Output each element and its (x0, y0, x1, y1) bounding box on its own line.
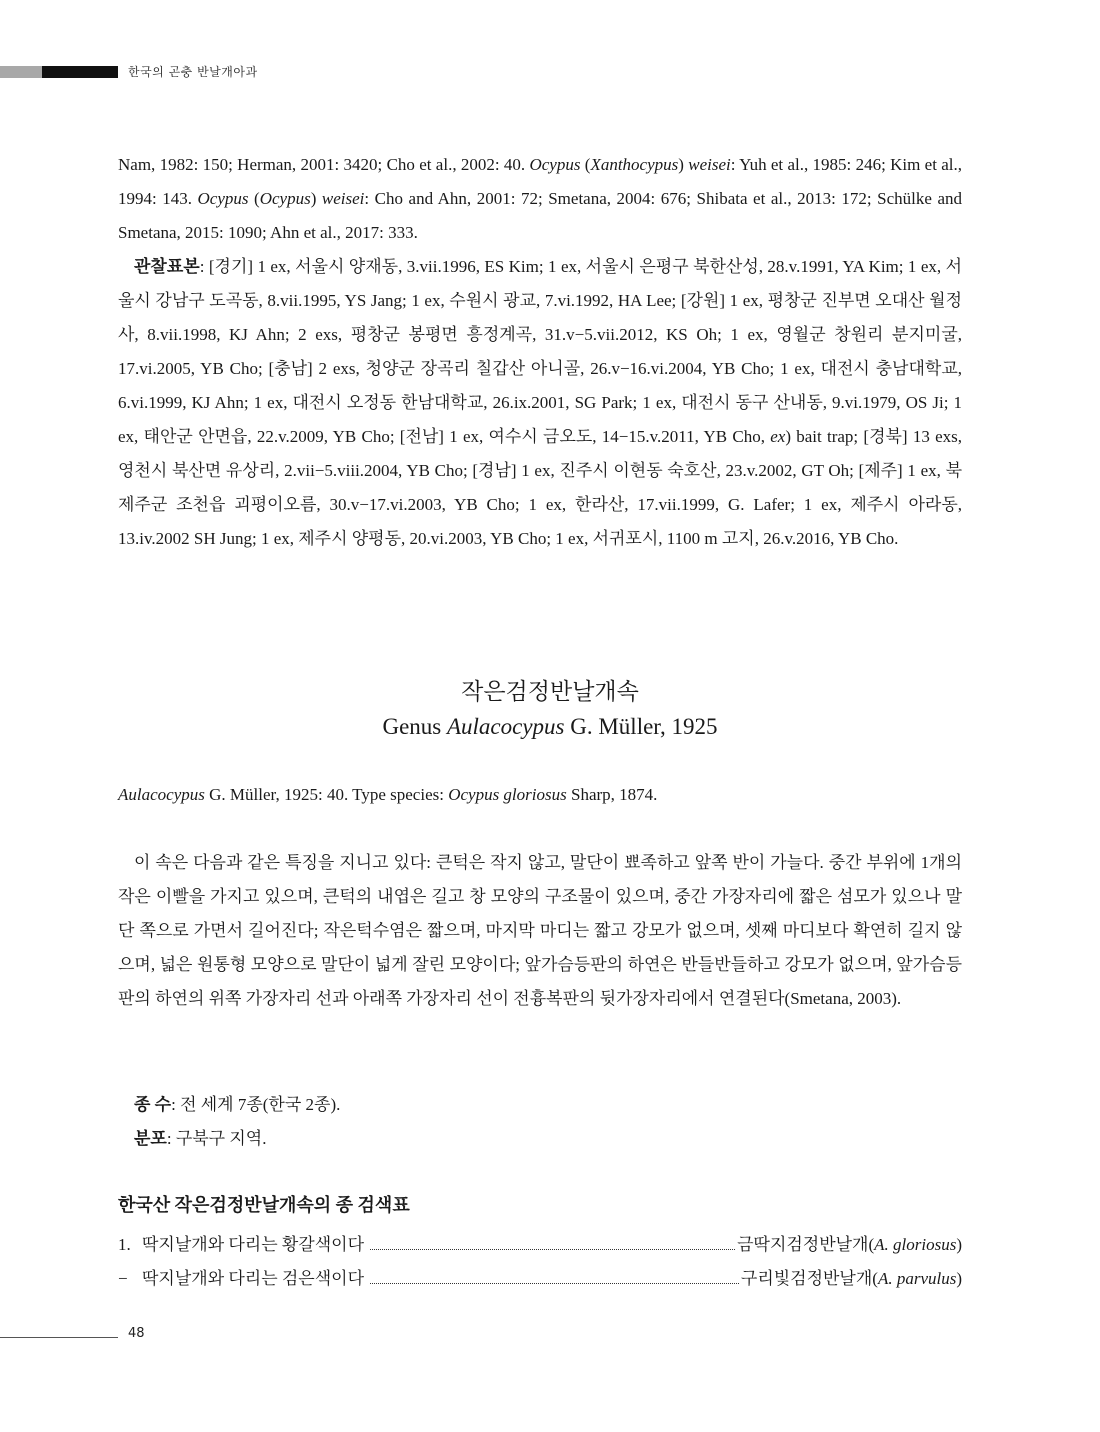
genus-title-english (0, 710, 1100, 744)
syn-text: ( (580, 155, 591, 174)
syn-species: weisei (321, 189, 365, 208)
type-species-line (118, 778, 962, 812)
distribution (118, 1122, 962, 1156)
header-title: 한국의 곤충 반날개아과 (128, 65, 258, 79)
key-result-close: ) (956, 1269, 962, 1288)
syn-genus: Ocypus (197, 189, 249, 208)
key-text: 딱지날개와 다리는 검은색이다 (142, 1269, 364, 1288)
specimens-paragraph (118, 250, 962, 556)
description-block (118, 846, 962, 1016)
syn-subgenus: Ocypus (259, 189, 311, 208)
specimens-ex: ex (770, 427, 786, 446)
syn-genus: Ocypus (529, 155, 581, 174)
syn-text: Nam, 1982: 150; Herman, 2001: 3420; Cho et al., 2002: 40. (118, 155, 530, 174)
key-title: 한국산 작은검정반날개속의 종 검색표 (118, 1195, 410, 1215)
genus-title-korean: 작은검정반날개속 (461, 679, 639, 704)
type-author: Sharp, 1874. (566, 785, 658, 804)
syn-text: : Cho and Ahn, 2001: 72; Smetana, 2004: 676; Shibata et al., 2013: 172; Schülke and Smetana, 2015: 1090; Ahn et al., 2017: 333. (118, 189, 962, 242)
species-count (118, 1088, 962, 1122)
syn-text: ) (310, 189, 322, 208)
syn-subgenus: Xanthocypus (590, 155, 679, 174)
footer-rule (0, 1337, 118, 1338)
header-bar-black (42, 66, 118, 78)
key-number: 1. (118, 1235, 131, 1254)
type-species: Ocypus gloriosus (448, 785, 567, 804)
key-row (118, 1262, 962, 1296)
specimens-text: ) bait trap; [경북] 13 exs, 영천시 북산면 유상리, 2.vii−5.viii.2004, YB Cho; [경남] 1 ex, 진주시 이현동 숙호산, 23.v.2002, GT Oh; [제주] 1 ex, 북제주군 조천읍 괴평이오름, 30.v−17.vi.2003, YB Cho; 1 ex, 한라산, 17.vii.1999, G. Lafer; 1 ex, 제주시 아라동, 13.iv.2002 SH Jung; 1 ex, 제주시 양평동, 20.vi.2003, YB Cho; 1 ex, 서귀포시, 1100 m 고지, 26.v.2016, YB Cho. (118, 427, 962, 548)
synonymy-paragraph (118, 148, 962, 250)
type-species-paragraph (118, 778, 962, 812)
syn-text: ) (678, 155, 689, 174)
species-count-label: 종 수 (134, 1095, 172, 1114)
summary-block (118, 1088, 962, 1156)
syn-text: : Yuh et al., 1985: 246; Kim et al., 1994: 143. (118, 155, 962, 208)
key-text: 딱지날개와 다리는 황갈색이다 (142, 1235, 364, 1254)
page-number: 48 (128, 1326, 145, 1341)
syn-species: weisei (688, 155, 731, 174)
genus-prefix: Genus (382, 714, 447, 739)
key-result-name: 구리빛검정반날개( (740, 1269, 878, 1288)
key-result (741, 1262, 962, 1296)
type-text: G. Müller, 1925: 40. Type species: (204, 785, 449, 804)
specimens-text: : [경기] 1 ex, 서울시 양재동, 3.vii.1996, ES Kim; 1 ex, 서울시 은평구 북한산성, 28.v.1991, YA Kim; 1 ex, 서울시 강남구 도곡동, 8.vii.1995, YS Jang; 1 ex, 수원시 광교, 7.vi.1992, HA Lee; [강원] 1 ex, 평창군 진부면 오대산 월정사, 8.vii.1998, KJ Ahn; 2 exs, 평창군 봉평면 흥정계곡, 31.v−5.vii.2012, KS Oh; 1 ex, 영월군 창원리 분지미굴, 17.vi.2005, YB Cho; [충남] 2 exs, 청양군 장곡리 칠갑산 아니골, 26.v−16.vi.2004, YB Cho; 1 ex, 대전시 충남대학교, 6.vi.1999, KJ Ahn; 1 ex, 대전시 오정동 한남대학교, 26.ix.2001, SG Park; 1 ex, 대전시 동구 산내동, 9.vi.1979, OS Ji; 1 ex, 태안군 안면읍, 22.v.2009, YB Cho; [전남] 1 ex, 여수시 금오도, 14−15.v.2011, YB Cho, (118, 257, 962, 446)
type-genus: Aulacocypus (118, 785, 205, 804)
key-leader-dots (370, 1283, 739, 1284)
specimens-label: 관찰표본 (134, 257, 200, 276)
key-leader-dots (370, 1249, 735, 1250)
key-row (118, 1228, 962, 1262)
key-result-species: A. parvulus (877, 1269, 957, 1288)
genus-author: G. Müller, 1925 (564, 714, 718, 739)
description-paragraph: 이 속은 다음과 같은 특징을 지니고 있다: 큰턱은 작지 않고, 말단이 뾰족하고 앞쪽 반이 가늘다. 중간 부위에 1개의 작은 이빨을 가지고 있으며, 큰턱의 내엽은 길고 창 모양의 구조물이 있으며, 중간 가장자리에 짧은 섬모가 있으나 말단 쪽으로 가면서 길어진다; 작은턱수염은 짧으며, 마지막 마디는 짧고 강모가 없으며, 셋째 마디보다 확연히 길지 않으며, 넓은 원통형 모양으로 말단이 넓게 잘린 모양이다; 앞가슴등판의 하연은 반들반들하고 강모가 없으며, 앞가슴등판의 하연의 위쪽 가장자리 선과 아래쪽 가장자리 선이 전흉복판의 뒷가장자리에서 연결된다(Smetana, 2003). (118, 853, 962, 1008)
header-bar-gray (0, 66, 42, 78)
key-block (118, 1188, 962, 1296)
genus-name: Aulacocypus (446, 714, 565, 739)
syn-text: ( (248, 189, 260, 208)
synonymy-block (118, 148, 962, 556)
key-number: − (118, 1269, 128, 1288)
running-header (0, 66, 600, 78)
distribution-text: : 구북구 지역. (166, 1129, 267, 1148)
key-result-close: ) (956, 1235, 962, 1254)
key-result (737, 1228, 962, 1262)
key-result-species: A. gloriosus (874, 1235, 957, 1254)
key-result-name: 금딱지검정반날개( (737, 1235, 875, 1254)
distribution-label: 분포 (134, 1129, 167, 1148)
species-count-text: : 전 세계 7종(한국 2종). (171, 1095, 341, 1114)
